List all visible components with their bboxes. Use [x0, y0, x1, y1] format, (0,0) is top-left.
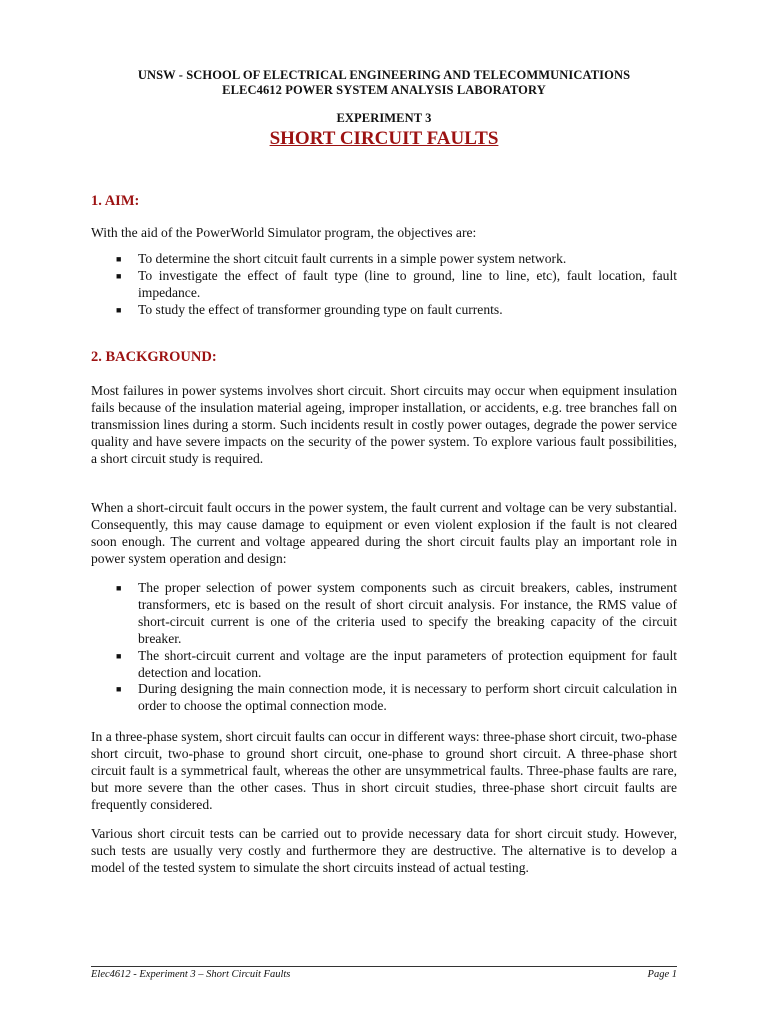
list-item [91, 580, 677, 648]
list-item-text: To study the effect of transformer grounding type on fault currents. [138, 301, 503, 317]
square-bullet-icon: ■ [116, 583, 122, 593]
aim-heading: 1. AIM: [91, 193, 140, 209]
background-paragraph-4: Various short circuit tests can be carried out to provide necessary data for short circuit study. However, such tests are usually very costly and furthermore they are destructive. The alternative is to develop a model of the tested system to simulate the short circuits instead of actual testing. [91, 826, 677, 875]
list-item [91, 648, 677, 682]
background-heading: 2. BACKGROUND: [91, 349, 217, 365]
list-item-text: During designing the main connection mode, it is necessary to perform short circuit calculation in order to choose the optimal connection mode. [138, 681, 677, 714]
page-number: Page 1 [647, 969, 677, 980]
square-bullet-icon: ■ [116, 304, 122, 315]
square-bullet-icon: ■ [116, 270, 122, 281]
list-item-text: The proper selection of power system components such as circuit breakers, cables, instrument transformers, etc is based on the result of short circuit analysis. For instance, the RMS value of short-circuit current is one of the criteria used to specify the breaking capacity of the circuit breaker. [138, 580, 677, 646]
footer-title: Elec4612 - Experiment 3 – Short Circuit Faults [91, 969, 291, 980]
square-bullet-icon: ■ [116, 254, 122, 264]
page-title: SHORT CIRCUIT FAULTS [269, 128, 499, 149]
list-item-text: To determine the short citcuit fault currents in a simple power system network. [138, 251, 567, 266]
institution-header: UNSW - SCHOOL OF ELECTRICAL ENGINEERING AND TELECOMMUNICATIONS [137, 68, 631, 82]
aim-bullet-list [91, 251, 677, 319]
square-bullet-icon: ■ [116, 650, 122, 661]
background-paragraph-3: In a three-phase system, short circuit faults can occur in different ways: three-phase short circuit, two-phase short circuit, two-phase to ground short circuit, one-phase to ground short circuit. A three-phase short circuit fault is a symmetrical fault, whereas the other are unsymmetrical faults. Three-phase faults are rare, but more severe than the other cases. Thus in short circuit studies, three-phase short circuit faults are frequently considered. [91, 729, 677, 812]
background-paragraph-2: When a short-circuit fault occurs in the power system, the fault current and voltage can be very substantial. Consequently, this may cause damage to equipment or even violent explosion if the fault is not cleared soon enough. The current and voltage appeared during the short circuit faults play an important role in power system operation and design: [91, 500, 677, 566]
background-bullet-list [91, 580, 677, 715]
square-bullet-icon: ■ [116, 684, 122, 695]
footer-divider [91, 966, 677, 967]
list-item [91, 251, 677, 268]
list-item [91, 268, 677, 302]
list-item [91, 681, 677, 715]
background-paragraph-1: Most failures in power systems involves short circuit. Short circuits may occur when equipment insulation fails because of the insulation material ageing, improper installation, or accidents, e.g. tree branches fall on transmission lines during a storm. Such incidents result in costly power outages, degrade the power service quality and have severe impacts on the security of the power system. To explore various fault possibilities, a short circuit study is required. [91, 383, 677, 466]
experiment-label: EXPERIMENT 3 [336, 111, 432, 125]
list-item-text: The short-circuit current and voltage are the input parameters of protection equipment for fault detection and location. [138, 647, 677, 680]
course-header: ELEC4612 POWER SYSTEM ANALYSIS LABORATORY [222, 83, 546, 97]
list-item [91, 302, 677, 319]
aim-intro: With the aid of the PowerWorld Simulator program, the objectives are: [91, 225, 477, 240]
list-item-text: To investigate the effect of fault type (line to ground, line to line, etc), fault location, fault impedance. [138, 267, 677, 300]
